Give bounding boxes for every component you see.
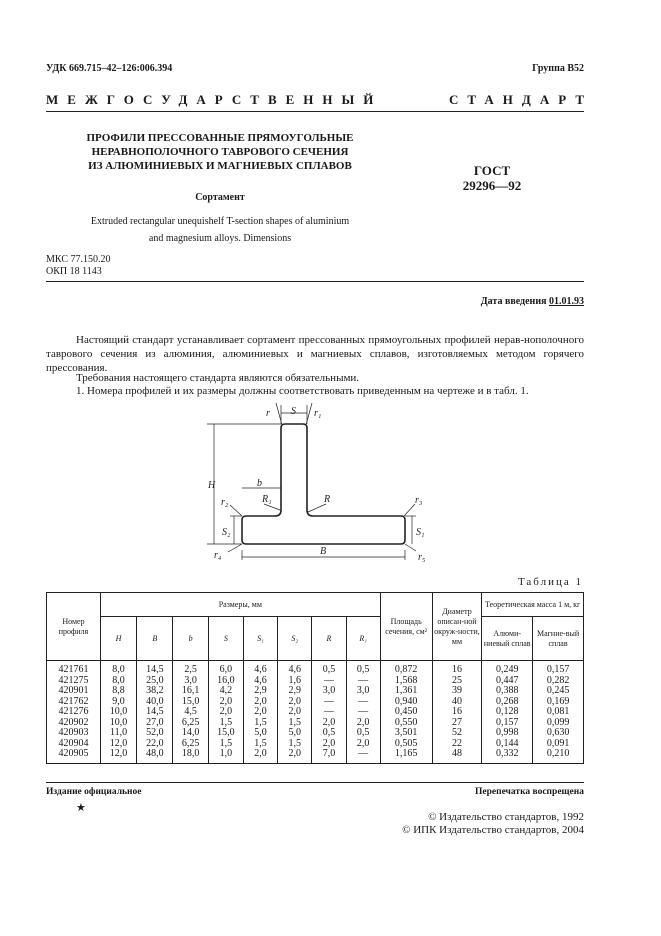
table-cell: 1,5 <box>278 718 312 729</box>
profile-table <box>46 592 584 764</box>
table-cell: 9,0 <box>100 697 136 708</box>
table-cell: 4,6 <box>243 676 277 687</box>
label-b: b <box>257 478 262 489</box>
table-cell: 4,6 <box>243 661 277 676</box>
table-cell: 7,0 <box>312 749 346 763</box>
table-cell: 2,0 <box>346 718 380 729</box>
table-cell: — <box>312 707 346 718</box>
table-cell: — <box>346 749 380 763</box>
table-cell: 6,0 <box>208 661 243 676</box>
table-cell: 420905 <box>47 749 101 763</box>
header-mass: Теоретическая масса 1 м, кг <box>482 593 584 617</box>
table-cell: 421761 <box>47 661 101 676</box>
table-cell: 6,25 <box>173 718 208 729</box>
copyright <box>402 811 584 837</box>
table-cell: 1,5 <box>278 739 312 750</box>
table-cell: 2,0 <box>243 697 277 708</box>
udk-code: УДК 669.715–42–126:006.394 <box>46 63 173 74</box>
table-cell: 1,361 <box>380 686 432 697</box>
table-cell: 12,0 <box>100 749 136 763</box>
table-cell: 22 <box>432 739 482 750</box>
introduction-date <box>481 296 584 307</box>
header-area: Площадь сечения, см² <box>380 593 432 661</box>
banner-right: СТАНДАРТ <box>448 92 593 107</box>
label-s: S <box>291 406 296 417</box>
table-cell: 3,0 <box>173 676 208 687</box>
table-caption: Таблица 1 <box>517 576 583 588</box>
table-cell: 25 <box>432 676 482 687</box>
table-cell: 18,0 <box>173 749 208 763</box>
table-cell: 421762 <box>47 697 101 708</box>
header-col-H: H <box>100 617 136 661</box>
star-mark: ★ <box>76 802 86 814</box>
label-h: H <box>208 480 216 491</box>
label-s2: S₂ <box>222 527 231 538</box>
table-cell: 40 <box>432 697 482 708</box>
table-cell: 4,6 <box>278 661 312 676</box>
table-cell: 2,0 <box>208 707 243 718</box>
table-cell: 1,5 <box>243 739 277 750</box>
table-cell: 38,2 <box>137 686 173 697</box>
table-cell: 0,998 <box>482 728 533 739</box>
table-cell: 6,25 <box>173 739 208 750</box>
header-col-b: b <box>173 617 208 661</box>
date-value: 01.01.93 <box>549 296 584 307</box>
table-cell: 4,5 <box>173 707 208 718</box>
table-cell: 2,9 <box>278 686 312 697</box>
gost-number <box>452 163 532 193</box>
table-cell: — <box>312 697 346 708</box>
table-cell: 14,5 <box>137 661 173 676</box>
english-line-1: Extruded rectangular unequishelf T-section shapes of aluminium <box>90 216 350 227</box>
table-cell: 1,5 <box>208 739 243 750</box>
classification-codes <box>46 254 110 278</box>
header-col-S1: S₁ <box>243 617 277 661</box>
table-cell: 8,0 <box>100 676 136 687</box>
table-cell: 5,0 <box>278 728 312 739</box>
header-col-S: S <box>208 617 243 661</box>
table-cell: 420902 <box>47 718 101 729</box>
label-R: R <box>324 494 331 505</box>
document-subtitle: Сортамент <box>195 192 245 203</box>
header-rule <box>46 111 584 112</box>
title-line-3: ИЗ АЛЮМИНИЕВЫХ И МАГНИЕВЫХ СПЛАВОВ <box>88 160 352 172</box>
table-cell: 16 <box>432 707 482 718</box>
paragraph-mandatory: Требования настоящего стандарта являются обязательными. <box>76 372 360 384</box>
paragraph-item-1: 1. Номера профилей и их размеры должны соответствовать приведенным на чертеже и в табл. 1. <box>76 385 529 397</box>
table-cell: 2,0 <box>278 749 312 763</box>
header-aluminium: Алюми-ниевый сплав <box>482 617 533 661</box>
table-cell: 27,0 <box>137 718 173 729</box>
table-row <box>47 661 584 676</box>
table-cell: — <box>346 707 380 718</box>
header-sizes: Размеры, мм <box>100 593 380 617</box>
table-cell: 420904 <box>47 739 101 750</box>
table-cell: 0,210 <box>533 749 584 763</box>
footer-line <box>46 787 584 797</box>
table-cell: 0,169 <box>533 697 584 708</box>
table-body <box>47 661 584 764</box>
label-s1: S₁ <box>416 527 425 538</box>
table-cell: 0,447 <box>482 676 533 687</box>
t-profile-outline <box>242 424 405 544</box>
table-cell: 2,5 <box>173 661 208 676</box>
table-cell: 0,282 <box>533 676 584 687</box>
table-cell: 0,388 <box>482 686 533 697</box>
table-cell: 0,144 <box>482 739 533 750</box>
label-B: B <box>320 546 327 557</box>
table-cell: 15,0 <box>208 728 243 739</box>
table-cell: 421276 <box>47 707 101 718</box>
reprint-notice: Перепечатка воспрещена <box>474 787 584 797</box>
table-cell: 3,501 <box>380 728 432 739</box>
okp-code: ОКП 18 1143 <box>46 266 102 277</box>
table-cell: 1,165 <box>380 749 432 763</box>
title-rule <box>46 281 584 282</box>
banner-left: МЕЖГОСУДАРСТВЕННЫЙ <box>46 92 383 107</box>
table-cell: 420903 <box>47 728 101 739</box>
dimension-lines <box>207 403 416 560</box>
english-title <box>60 213 380 247</box>
table-cell: 3,0 <box>312 686 346 697</box>
table-cell: 1,6 <box>278 676 312 687</box>
table-cell: 10,0 <box>100 707 136 718</box>
table-cell: 39 <box>432 686 482 697</box>
group-code: Группа В52 <box>532 63 584 74</box>
table-cell: 14,5 <box>137 707 173 718</box>
table-cell: 0,5 <box>346 728 380 739</box>
label-r1: r₁ <box>314 408 322 419</box>
table-cell: 0,5 <box>346 661 380 676</box>
label-r5: r₅ <box>418 552 426 563</box>
table-cell: 0,249 <box>482 661 533 676</box>
table-cell: 0,5 <box>312 728 346 739</box>
table-cell: 52 <box>432 728 482 739</box>
table-cell: 3,0 <box>346 686 380 697</box>
table-cell: 12,0 <box>100 739 136 750</box>
table-cell: 2,0 <box>208 697 243 708</box>
table-cell: — <box>312 676 346 687</box>
table-cell: 1,5 <box>208 718 243 729</box>
title-line-2: НЕРАВНОПОЛОЧНОГО ТАВРОВОГО СЕЧЕНИЯ <box>91 146 349 158</box>
table-cell: 16,0 <box>208 676 243 687</box>
header-col-B: B <box>137 617 173 661</box>
table-cell: 0,081 <box>533 707 584 718</box>
footer-rule <box>46 782 584 783</box>
table-cell: 0,268 <box>482 697 533 708</box>
header-magnesium: Магние-вый сплав <box>533 617 584 661</box>
standard-banner <box>46 92 593 108</box>
t-profile-drawing <box>190 400 450 570</box>
table-cell: 11,0 <box>100 728 136 739</box>
gost-label: ГОСТ <box>473 163 511 178</box>
table-row <box>47 686 584 697</box>
table-row <box>47 749 584 763</box>
table-cell: 2,9 <box>243 686 277 697</box>
table-cell: 1,0 <box>208 749 243 763</box>
mks-code: МКС 77.150.20 <box>46 254 111 265</box>
table-cell: 27 <box>432 718 482 729</box>
table-cell: 16,1 <box>173 686 208 697</box>
table-cell: 16 <box>432 661 482 676</box>
table-cell: 0,099 <box>533 718 584 729</box>
header-diameter: Диаметр описан-ной окруж-ности, мм <box>432 593 482 661</box>
header-col-R1: R₁ <box>346 617 380 661</box>
table-cell: 4,2 <box>208 686 243 697</box>
copyright-1992: © Издательство стандартов, 1992 <box>428 811 584 823</box>
header-col-R: R <box>312 617 346 661</box>
header-col-S2: S₂ <box>278 617 312 661</box>
table-cell: 2,0 <box>312 739 346 750</box>
table-cell: 8,8 <box>100 686 136 697</box>
table-row <box>47 707 584 718</box>
table-cell: 10,0 <box>100 718 136 729</box>
table-cell: 5,0 <box>243 728 277 739</box>
table-cell: — <box>346 697 380 708</box>
top-line <box>46 63 584 74</box>
label-r: r <box>266 408 270 419</box>
table-cell: 0,245 <box>533 686 584 697</box>
gost-code: 29296—92 <box>462 178 522 193</box>
table-cell: 0,550 <box>380 718 432 729</box>
table-cell: 22,0 <box>137 739 173 750</box>
table-cell: 0,940 <box>380 697 432 708</box>
label-R1: R₁ <box>262 494 272 505</box>
table-cell: 48 <box>432 749 482 763</box>
table-cell: 8,0 <box>100 661 136 676</box>
document-title <box>60 131 380 173</box>
table-cell: 0,450 <box>380 707 432 718</box>
english-line-2: and magnesium alloys. Dimensions <box>148 233 292 244</box>
table-cell: 421275 <box>47 676 101 687</box>
table-cell: 15,0 <box>173 697 208 708</box>
table-cell: 420901 <box>47 686 101 697</box>
copyright-2004: © ИПК Издательство стандартов, 2004 <box>402 824 584 836</box>
label-r4: r₄ <box>214 550 222 561</box>
date-label: Дата введения <box>480 296 547 307</box>
table-cell: 0,128 <box>482 707 533 718</box>
table-cell: 0,872 <box>380 661 432 676</box>
table-cell: — <box>346 676 380 687</box>
table-cell: 0,332 <box>482 749 533 763</box>
dimension-labels <box>207 406 426 563</box>
table-cell: 40,0 <box>137 697 173 708</box>
table-cell: 2,0 <box>312 718 346 729</box>
table-cell: 2,0 <box>346 739 380 750</box>
table-cell: 0,157 <box>533 661 584 676</box>
table-row <box>47 728 584 739</box>
table-cell: 0,505 <box>380 739 432 750</box>
label-r3: r₃ <box>415 495 423 506</box>
title-line-1: ПРОФИЛИ ПРЕССОВАННЫЕ ПРЯМОУГОЛЬНЫЕ <box>86 132 354 144</box>
table-cell: 25,0 <box>137 676 173 687</box>
table-cell: 0,157 <box>482 718 533 729</box>
table-cell: 2,0 <box>243 749 277 763</box>
table-cell: 2,0 <box>278 707 312 718</box>
table-cell: 0,630 <box>533 728 584 739</box>
paragraph-scope: Настоящий стандарт устанавливает сортамент прессованных прямоугольных профилей нерав-нополочного таврового сечения из алюминия, алюминиевых и магниевых сплавов, изготовляемых методом горячего прессования. <box>46 334 584 374</box>
table-cell: 1,5 <box>243 718 277 729</box>
table-cell: 48,0 <box>137 749 173 763</box>
label-r2: r₂ <box>221 497 229 508</box>
table-cell: 2,0 <box>243 707 277 718</box>
table-cell: 14,0 <box>173 728 208 739</box>
table-cell: 0,091 <box>533 739 584 750</box>
official-edition: Издание официальное <box>46 787 142 797</box>
table-cell: 52,0 <box>137 728 173 739</box>
header-number: Номер профиля <box>47 593 101 661</box>
table-cell: 0,5 <box>312 661 346 676</box>
table-cell: 2,0 <box>278 697 312 708</box>
table-cell: 1,568 <box>380 676 432 687</box>
